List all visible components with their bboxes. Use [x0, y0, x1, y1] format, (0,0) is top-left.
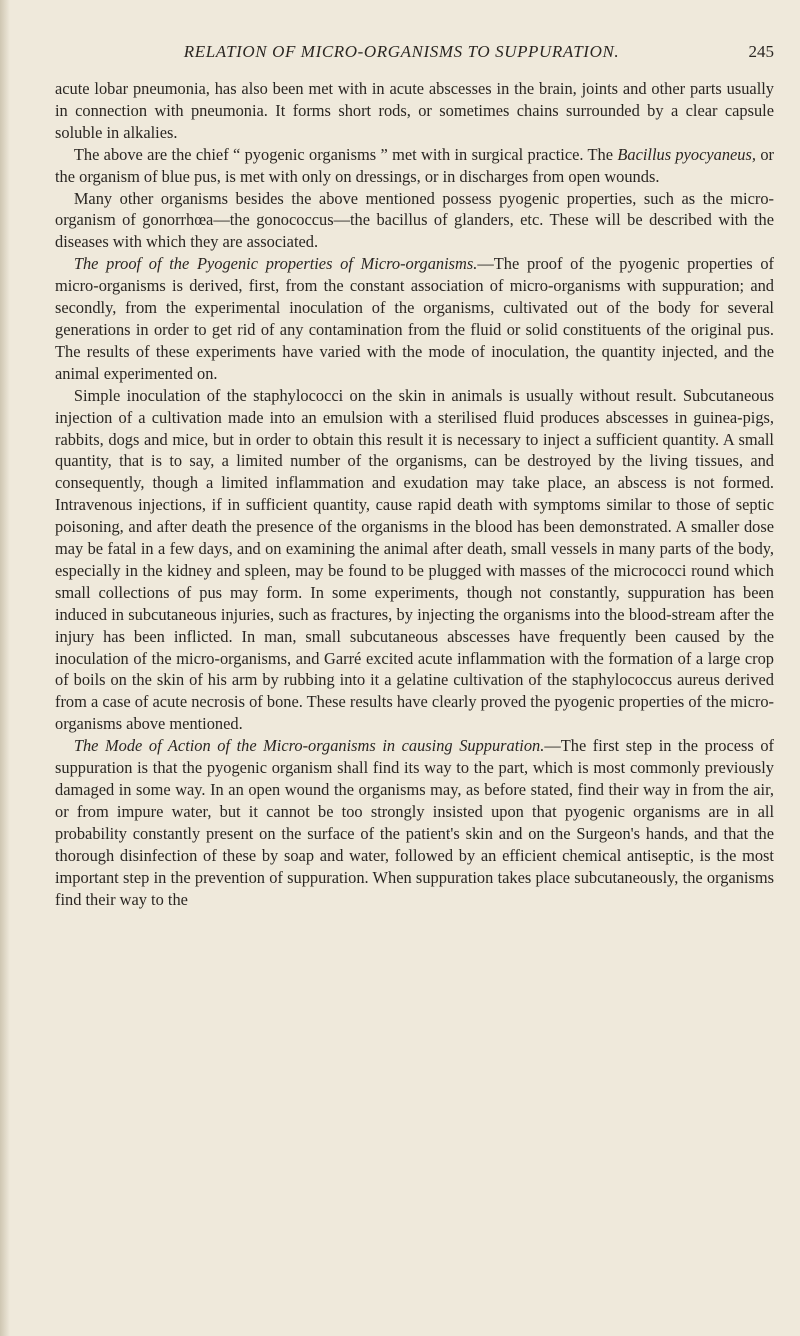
- section-proof-pyogenic-properties: [55, 253, 774, 384]
- paragraph-text: Many other organisms besides the above mentioned possess pyogenic properties, such as the micro-organism of gonorrhœa—the gonococcus—the bacillus of glanders, etc. These will be described with the diseases with which they are associated.: [55, 188, 774, 252]
- paragraph-text: —The first step in the process of suppuration is that the pyogenic organism shall find its way to the part, which is most commonly previously damaged in some way. In an open wound the organisms may, as before stated, find their way in from the air, or from impure water, but it cannot be too strongly insisted upon that pyogenic organisms are in all probability constantly present on the surface of the patient's skin and on the Surgeon's hands, and that the thorough disinfection of these by soap and water, followed by an efficient chemical antiseptic, is the most important step in the prevention of suppuration. When suppuration takes place subcutaneously, the organisms find their way to the: [55, 736, 774, 909]
- page-number: 245: [748, 42, 774, 61]
- paragraph-text: The above are the chief “ pyogenic organisms ” met with in surgical practice. The: [73, 144, 618, 164]
- section-mode-of-action: [55, 735, 774, 910]
- italic-term-bacillus-pyocyaneus: Bacillus pyocyaneus,: [617, 144, 756, 164]
- paragraph-text: Simple inoculation of the staphylococci on the skin in animals is usually without result. Subcutaneous injection of a cultivation made into an emulsion with a sterilised fluid produces abscesses in guinea-pigs, rabbits, dogs and mice, but in order to obtain this result it is necessary to inject a sufficient quantity. A small quantity, that is to say, a limited number of the organisms, can be destroyed by the living tissues, and consequently, though a limited inflammation and exudation may take place, an abscess is not formed. Intravenous injections, if in sufficient quantity, cause rapid death with symptoms similar to those of septic poisoning, and after death the presence of the organisms in the blood has been demonstrated. A smaller dose may be fatal in a few days, and on examining the animal after death, small vessels in many parts of the body, especially in the kidney and spleen, may be found to be plugged with masses of the micrococci round which small collections of pus may form. In some experiments, though not constantly, suppuration has been induced in subcutaneous injuries, such as fractures, by injecting the organisms into the blood-stream after the injury has been inflicted. In man, small subcutaneous abscesses have frequently been caused by the inoculation of the micro-organisms, and Garré excited acute inflammation with the formation of a large crop of boils on the skin of his arm by rubbing into it a gelatine cultivation of the staphylococcus aureus derived from a case of acute necrosis of bone. These results have clearly proved the pyogenic properties of the micro-organisms above mentioned.: [55, 385, 774, 734]
- paragraph-text: —The proof of the pyogenic properties of micro-organisms is derived, first, from the constant association of micro-organisms with suppuration; and secondly, from the experimental inoculation of the organisms, cultivated out of the body for several generations in order to get rid of any contamination from the fluid or solid constituents of the original pus. The results of these experiments have varied with the mode of inoculation, the quantity injected, and the animal experimented on.: [55, 254, 774, 383]
- paragraph-text: or the organism of blue pus, is met with only on dressings, or in discharges from open wounds.: [55, 144, 774, 186]
- paragraph-pneumococcus-end: [55, 78, 774, 144]
- paragraph-inoculation-experiments: [55, 385, 774, 736]
- running-head: RELATION OF MICRO-ORGANISMS TO SUPPURATION.: [183, 42, 620, 61]
- section-heading: The Mode of Action of the Micro-organisms in causing Suppuration.: [73, 736, 545, 756]
- page-spine-shadow: [0, 0, 10, 1336]
- page-header: [55, 42, 774, 64]
- paragraph-text: acute lobar pneumonia, has also been met with in acute abscesses in the brain, joints and other parts usually in connection with pneumonia. It forms short rods, or sometimes chains surrounded by a clear capsule soluble in alkalies.: [55, 79, 774, 142]
- section-heading: The proof of the Pyogenic properties of Micro-organisms.: [73, 254, 478, 274]
- paragraph-other-organisms: [55, 188, 774, 254]
- body-text: [55, 78, 774, 910]
- paragraph-chief-organisms: [55, 144, 774, 188]
